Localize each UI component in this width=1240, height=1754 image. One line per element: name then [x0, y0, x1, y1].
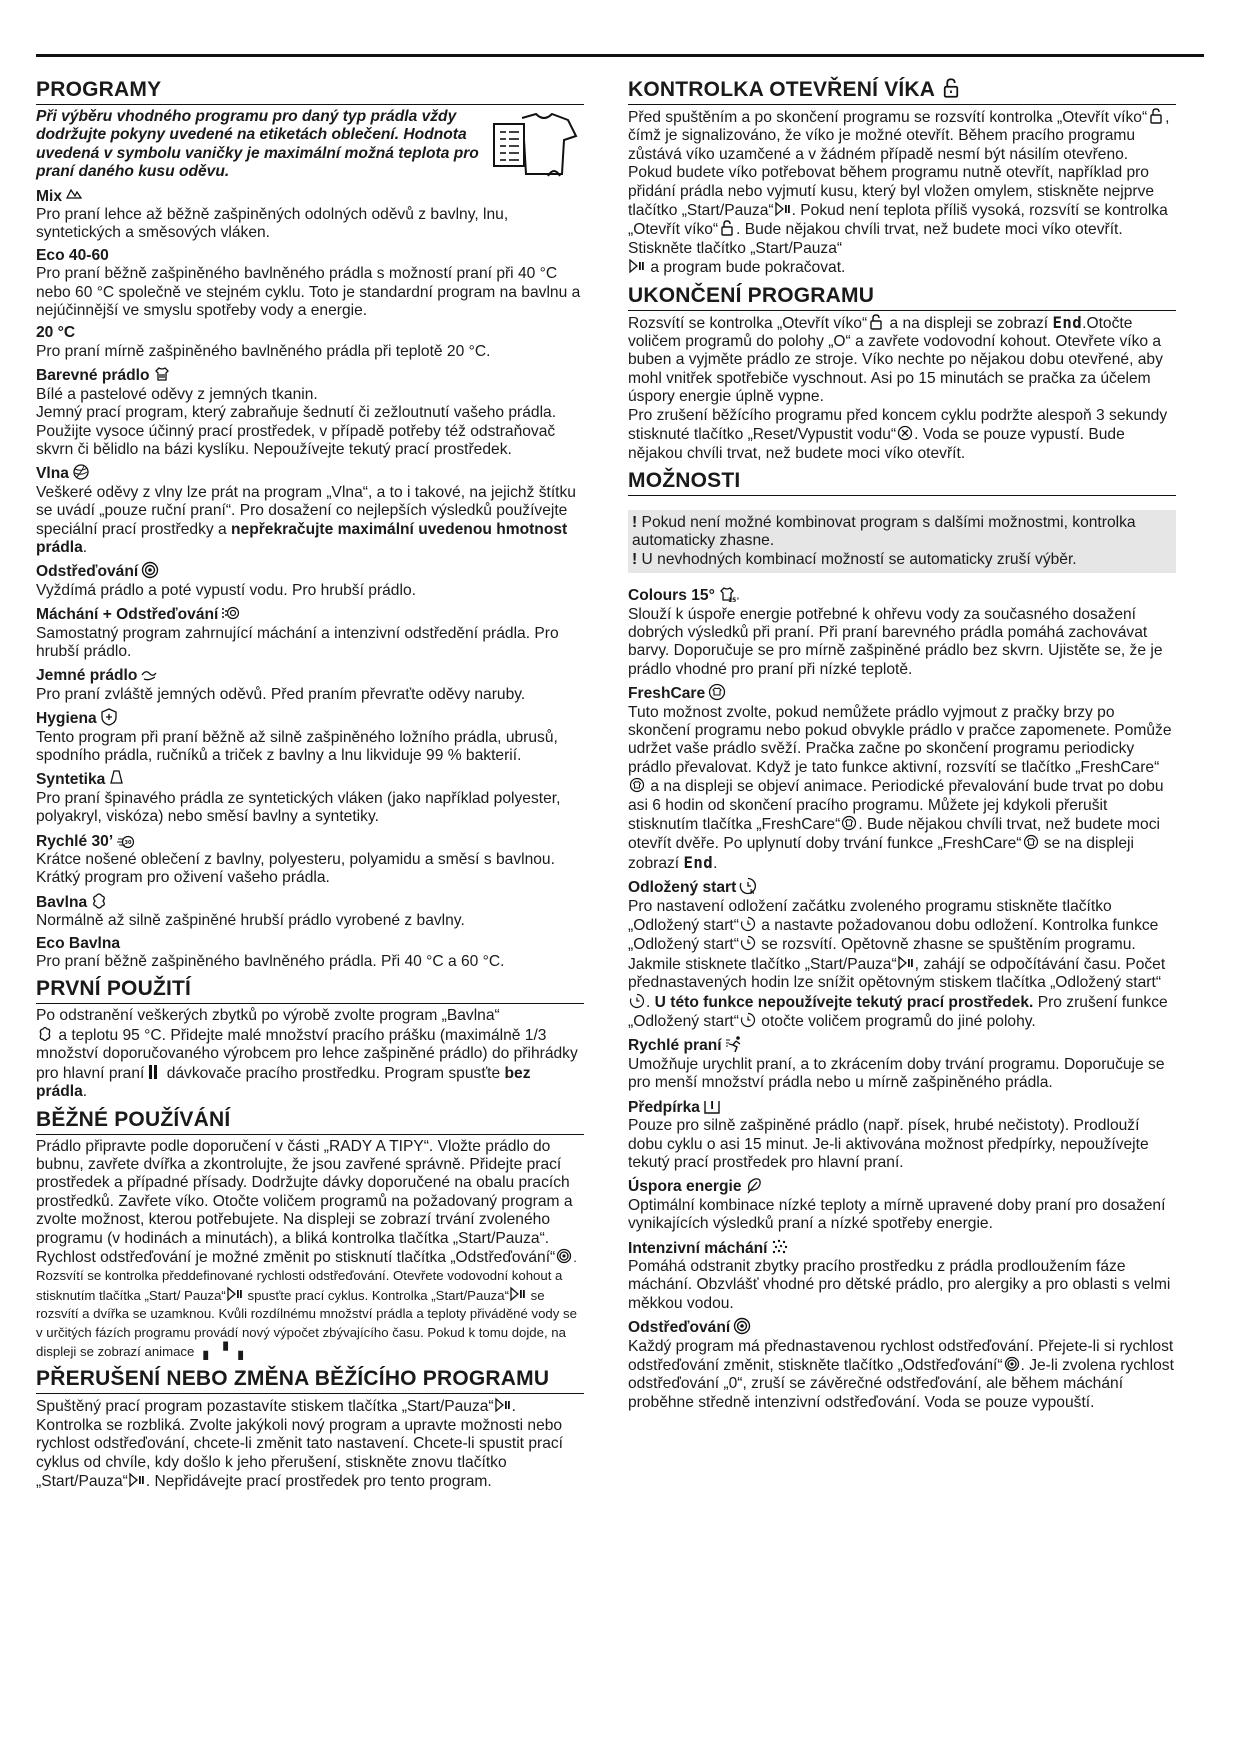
freshcare-title: FreshCare: [628, 683, 1176, 703]
delay-start-icon: [629, 993, 645, 1009]
top-rule: [36, 54, 1204, 57]
wool-icon: [72, 463, 90, 481]
program-item: [36, 463, 584, 557]
program-name: Jemné prádlo: [36, 665, 584, 685]
fresh-end-display: End: [683, 853, 714, 872]
program-description: Veškeré oděvy z vlny lze prát na program „Vlna“, a to i takové, na jejichž štítku se uvádí „pouze ruční praní“. Pro dosažení co nejlepších výsledků používejte speciální prací prostředky a nepřekračujte maximální uvedenou hmotnost prádla.: [36, 483, 576, 556]
program-item: [36, 665, 584, 704]
lid-heading: KONTROLKA OTEVŘENÍ VÍKA: [628, 78, 1176, 105]
delay-start-icon: [740, 935, 756, 951]
colours-15-icon: [718, 585, 740, 605]
spin-text: Každý program má přednastavenou rychlost odstřeďování. Přejete-li si rychlost odstřeďování změnit, stiskněte tlačítko „Odstřeďování“ . Je-li zvolena rychlost odstřeďování „0“, zruší se závěrečné odstřeďování, ale během máchání proběhne středně intenzivní odstřeďování. Voda se pouze vypouští.: [628, 1337, 1174, 1411]
program-description: Tento program při praní běžně až silně zašpiněného ložního prádla, ubrusů, spodního prádla, ručníků a triček z bavlny a lnu likviduje 99 % bakterií.: [36, 728, 558, 764]
program-description: Samostatný program zahrnující máchání a intenzivní odstředění prádla. Pro hrubší prádlo.: [36, 624, 559, 660]
lid-open-icon: [941, 78, 961, 98]
intensive-rinse-icon: [771, 1238, 789, 1256]
spin-icon: [556, 1248, 572, 1264]
program-name: Máchání + Odstřeďování: [36, 604, 584, 624]
start-pause-icon: [129, 1472, 145, 1488]
mix-icon: [65, 186, 83, 204]
quick-text: Umožňuje urychlit praní, a to zkrácením doby trvání programu. Doporučuje se pro menší množství prádla nebo u mírně zašpiněného prádla.: [628, 1055, 1165, 1092]
left-column: [36, 78, 584, 1491]
prewash-icon: [703, 1097, 721, 1115]
freshcare-icon: [841, 815, 857, 831]
rinse-title: Intenzivní máchání: [628, 1238, 1176, 1258]
program-description: Pro praní špinavého prádla ze syntetických vláken (jako například polyester, polyakryl, viskóza) nebo směsí bavlny a syntetiky.: [36, 789, 561, 826]
start-pause-icon: [629, 258, 645, 274]
lid-text: Před spuštěním a po skončení programu se rozsvítí kontrolka „Otevřít víko“ , čímž je signalizováno, že víko je možné otevřít. Během pracího programu zůstává víko uzamčené a v žádném případě nesmí být násilím otevřeno. Pokud budete víko potřebovat během programu nutně otevřít, například pro přidání prádla nebo vyjmutí kusu, který byl vložen omylem, stiskněte nejprve tlačítko „Start/Pauza“ . Pokud není teplota příliš vysoká, rozsvítí se kontrolka „Otevřít víko“ . Bude nějakou chvíli trvat, než budete moci víko otevřít. Stiskněte tlačítko „Start/Pauza“ a program bude pokračovat.: [628, 109, 1170, 277]
energy-title: Úspora energie: [628, 1176, 1176, 1196]
program-item: [36, 708, 584, 765]
quick-title: Rychlé praní: [628, 1035, 1176, 1055]
program-name: Rychlé 30’ 30: [36, 831, 584, 851]
program-name: Eco Bavlna: [36, 934, 121, 952]
end-display: End: [1052, 313, 1083, 332]
program-description: Pro praní běžně zašpiněného bavlněného prádla. Při 40 °C a 60 °C.: [36, 953, 505, 971]
svg-text:h: h: [750, 889, 755, 897]
program-item: [36, 365, 584, 459]
prewash-text: Pouze pro silně zašpiněné prádlo (např. písek, hrubé nečistoty). Prodlouží dobu cyklu o asi 15 minut. Je-li aktivována možnost předpírky, nepoužívejte tekutý prací prostředek pro hlavní praní.: [628, 1117, 1149, 1171]
svg-text:15°: 15°: [727, 597, 740, 605]
program-item: [36, 935, 584, 972]
program-description: Normálně až silně zašpiněné hrubší prádlo vyrobené z bavlny.: [36, 912, 465, 930]
energy-saving-icon: [745, 1176, 763, 1194]
start-pause-icon: [227, 1286, 243, 1302]
main-wash-compartment-icon: [145, 1064, 161, 1080]
start-pause-icon: [898, 955, 914, 971]
rinse-spin-icon: [221, 604, 239, 622]
program-item: [36, 324, 584, 361]
colored-laundry-icon: [153, 365, 171, 383]
energy-text: Optimální kombinace nízké teploty a mírně upravené doby praní pro dosažení vynikajících výsledků praní a nízké spotřeby energie.: [628, 1196, 1166, 1233]
programs-intro-block: [36, 108, 584, 182]
program-name: Vlna: [36, 463, 584, 483]
program-name: 20 °C: [36, 324, 76, 342]
synthetics-icon: [108, 769, 126, 787]
freshcare-icon: [1023, 834, 1039, 850]
first-use-text: Po odstranění veškerých zbytků po výrobě zvolte program „Bavlna“ a teplotu 95 °C. Přidejte malé množství pracího prášku (maximálně 1/3 množství doporučovaného výrobcem pro lehce zašpiněné prádlo) do přihrádky pro hlavní praní dávkovače pracího prostředku. Program spusťte bez prádla.: [36, 1007, 578, 1101]
freshcare-text: Tuto možnost zvolte, pokud nemůžete prádlo vyjmout z pračky brzy po skončení programu nebo pokud obvykle prádlo v pračce zapomenete. Pomůže udržet vaše prádlo svěží. Pračka začne po skončení programu periodicky prádlo převalovat. Když je tato funkce aktivní, rozsvítí se tlačítko „FreshCare“ a na displeji se objeví animace. Periodické převalování bude trvat po dobu asi 6 hodin od skončení pracího programu. Můžete jej kdykoli přerušit stisknutím tlačítka „FreshCare“ . Bude nějakou chvíli trvat, než budete moci otevřít dvěře. Po uplynutí doby trvání funkce „FreshCare“ se na displeji zobrazí End.: [628, 703, 1172, 872]
program-description: Vyždímá prádlo a poté vypustí vodu. Pro hrubší prádlo.: [36, 581, 416, 599]
program-item: [36, 892, 584, 931]
program-description: Pro praní běžně zašpiněného bavlněného prádla s možností praní při 40 °C nebo 60 °C společně ve stejném cyklu. Toto je standardní program na bavlnu a nejúčinnější ve smyslu spotřeby vody a energie.: [36, 265, 581, 320]
program-description: Pro praní mírně zašpiněného bavlněného prádla při teplotě 20 °C.: [36, 342, 491, 360]
delay-title: Odložený start h: [628, 877, 1176, 897]
delay-start-icon: [740, 1012, 756, 1028]
program-name: Mix: [36, 186, 584, 206]
normal-use-heading: BĚŽNÉ POUŽÍVÁNÍ: [36, 1108, 584, 1135]
programs-intro: Při výběru vhodného programu pro daný typ prádla vždy dodržujte pokyny uvedené na etiketách oblečení. Hodnota uvedená v symbolu vaničky je maximální možná teplota pro praní daného kusu oděvu.: [36, 108, 479, 181]
cotton-icon: [90, 892, 108, 910]
start-pause-icon: [775, 201, 791, 217]
program-name: Eco 40-60: [36, 246, 109, 264]
program-description: Pro praní zvláště jemných oděvů. Před praním převraťte oděvy naruby.: [36, 685, 526, 703]
start-pause-icon: [495, 1397, 511, 1413]
spin-title: Odstřeďování: [628, 1317, 1176, 1337]
program-description: Krátce nošené oblečení z bavlny, polyesteru, polyamidu a směsí s bavlnou. Krátký program pro oživení vašeho prádla.: [36, 851, 555, 887]
prewash-title: Předpírka: [628, 1097, 1176, 1117]
end-text-reset: Pro zrušení běžícího programu před koncem cyklu podržte alespoň 3 sekundy stisknuté tlačítko „Reset/Vypustit vodu“ . Voda se pouze vypustí. Bude nějakou chvíli trvat, než budete moci víko otevřít.: [628, 406, 1168, 462]
colours-text: Slouží k úspoře energie potřebné k ohřevu vody za současného dosažení dobrých výsledků při praní. Při praní barevného prádla pomáhá zachovávat barvy. Doporučuje se pro mírně zašpiněné prádlo bez skvrn. Ujistěte se, že je prádlo vhodné pro praní při nízké teplotě.: [628, 605, 1163, 678]
spin-icon: [141, 561, 159, 579]
program-name: Barevné prádlo: [36, 365, 584, 385]
cotton-icon: [37, 1026, 53, 1042]
delay-start-icon: [740, 916, 756, 932]
right-column: [628, 78, 1176, 1412]
freshcare-icon: [629, 777, 645, 793]
reset-drain-icon: [897, 425, 913, 441]
program-description: Bílé a pastelové oděvy z jemných tkanin. Jemný prací program, který zabraňuje šednutí či zežloutnutí vašeho prádla. Použijte vysoce účinný prací prostředek, v případě potřeby též odstraňovač skvrn či bělidlo na bázi kyslíku. Nepoužívejte tekutý prací prostředek.: [36, 385, 557, 458]
first-use-heading: PRVNÍ POUŽITÍ: [36, 977, 584, 1004]
care-label-shirt-icon: [492, 110, 578, 180]
program-item: [36, 561, 584, 600]
lid-open-icon: [1148, 108, 1164, 124]
spin-icon: [733, 1317, 751, 1335]
start-pause-icon: [510, 1286, 526, 1302]
rinse-text: Pomáhá odstranit zbytky pracího prostředku z prádla prodloužením fáze máchání. Obzvlášť vhodné pro dětské prádlo, pro alergiky a pro oblasti s velmi měkkou vodou.: [628, 1257, 1171, 1312]
options-heading: MOŽNOSTI: [628, 469, 1176, 496]
svg-text:30: 30: [124, 839, 132, 846]
program-item: [36, 769, 584, 826]
lid-open-icon: [868, 314, 884, 330]
options-note: ! Pokud není možné kombinovat program s dalšími možnostmi, kontrolka automaticky zhasne. ! U nevhodných kombinací možností se automaticky zruší výběr.: [628, 510, 1176, 573]
colours-title: Colours 15° 15°: [628, 587, 740, 605]
program-name: Odstřeďování: [36, 561, 584, 581]
program-item: [36, 604, 584, 661]
quick-30-icon: [116, 831, 134, 849]
quick-wash-icon: [725, 1035, 743, 1053]
display-animation: ▗ ▝ ▖: [198, 1341, 249, 1360]
interrupt-heading: PŘERUŠENÍ NEBO ZMĚNA BĚŽÍCÍHO PROGRAMU: [36, 1367, 584, 1394]
interrupt-text: Spuštěný prací program pozastavíte stiskem tlačítka „Start/Pauza“ . Kontrolka se rozbliká. Zvolte jakýkoli nový program a upravte možnosti nebo rychlost odstřeďování, chcete-li změnit tato nastavení. Chcete-li spustit prací cyklus od chvíle, kdy došlo k jeho přerušení, stiskněte znovu tlačítko „Start/Pauza“ . Nepřidávejte prací prostředek pro tento program.: [36, 1398, 564, 1490]
program-item: [36, 186, 584, 243]
delay-text: Pro nastavení odložení začátku zvoleného programu stiskněte tlačítko „Odložený start“ a nastavte požadovanou dobu odložení. Kontrolka funkce „Odložený start“ se rozsvítí. Opětovně zhasne se spuštěním programu. Jakmile stisknete tlačítko „Start/Pauza“ , zahájí se odpočítávání času. Počet přednastavených hodin lze snížit opětovným stiskem tlačítka „Odložený start“ . U této funkce nepoužívejte tekutý prací prostředek. Pro zrušení funkce „Odložený start“ otočte voličem programů do jiné polohy.: [628, 897, 1168, 1031]
delay-start-icon: [739, 877, 757, 895]
program-name: Syntetika: [36, 769, 584, 789]
program-name: Hygiena: [36, 708, 584, 728]
freshcare-icon: [708, 683, 726, 701]
program-name: Bavlna: [36, 892, 584, 912]
programs-heading: PROGRAMY: [36, 78, 584, 105]
lid-open-icon: [719, 220, 735, 236]
program-description: Pro praní lehce až běžně zašpiněných odolných oděvů z bavlny, lnu, syntetických a směsových vláken.: [36, 206, 509, 242]
program-item: [36, 831, 584, 888]
delicates-icon: [140, 665, 158, 683]
hygiene-icon: [100, 708, 118, 726]
program-list: [36, 186, 584, 972]
normal-use-text: Prádlo připravte podle doporučení v části „RADY A TIPY“. Vložte prádlo do bubnu, zavřete dvířka a zkontrolujte, že jsou zavřené správně. Přidejte prací prostředek a případné přísady. Dodržujte dávky doporučené na obalu pracích prostředků. Zavřete víko. Otočte voličem programů na požadovaný program a zvolte možnost, kterou potřebujete. Na displeji se zobrazí trvání zvoleného programu (v hodinách a minutách), a bliká kontrolka tlačítka „Start/Pauza“. Rychlost odstřeďování je možné změnit po stisknutí tlačítka „Odstřeďování“ . Rozsvítí se kontrolka předdefinované rychlosti odstřeďování. Otevřete vodovodní kohout a stisknutím tlačítka „Start/ Pauza“ spusťte prací cyklus. Kontrolka „Start/Pauza“ se rozsvítí a dvířka se uzamknou. Kvůli rozdílnému množství prádla a teploty přiváděné vody se v určitých fázích programu provádí nový výpočet zbývajícího času. Pokud k tomu dojde, na displeji se zobrazí animace ▗ ▝ ▖: [36, 1137, 577, 1360]
end-heading: UKONČENÍ PROGRAMU: [628, 284, 1176, 311]
end-text: Rozsvítí se kontrolka „Otevřít víko“ a na displeji se zobrazí End.Otočte voličem programů do polohy „O“ a zavřete vodovodní kohout. Otevřete víko a buben a vyjměte prádlo ze stroje. Víko nechte po nějakou dobu otevřené, aby mohl vnitřek spotřebiče vyschnout. Asi po 15 minutách se pračka za účelem úspory energie úplně vypne.: [628, 313, 1163, 406]
program-item: [36, 247, 584, 321]
spin-icon: [1004, 1356, 1020, 1372]
